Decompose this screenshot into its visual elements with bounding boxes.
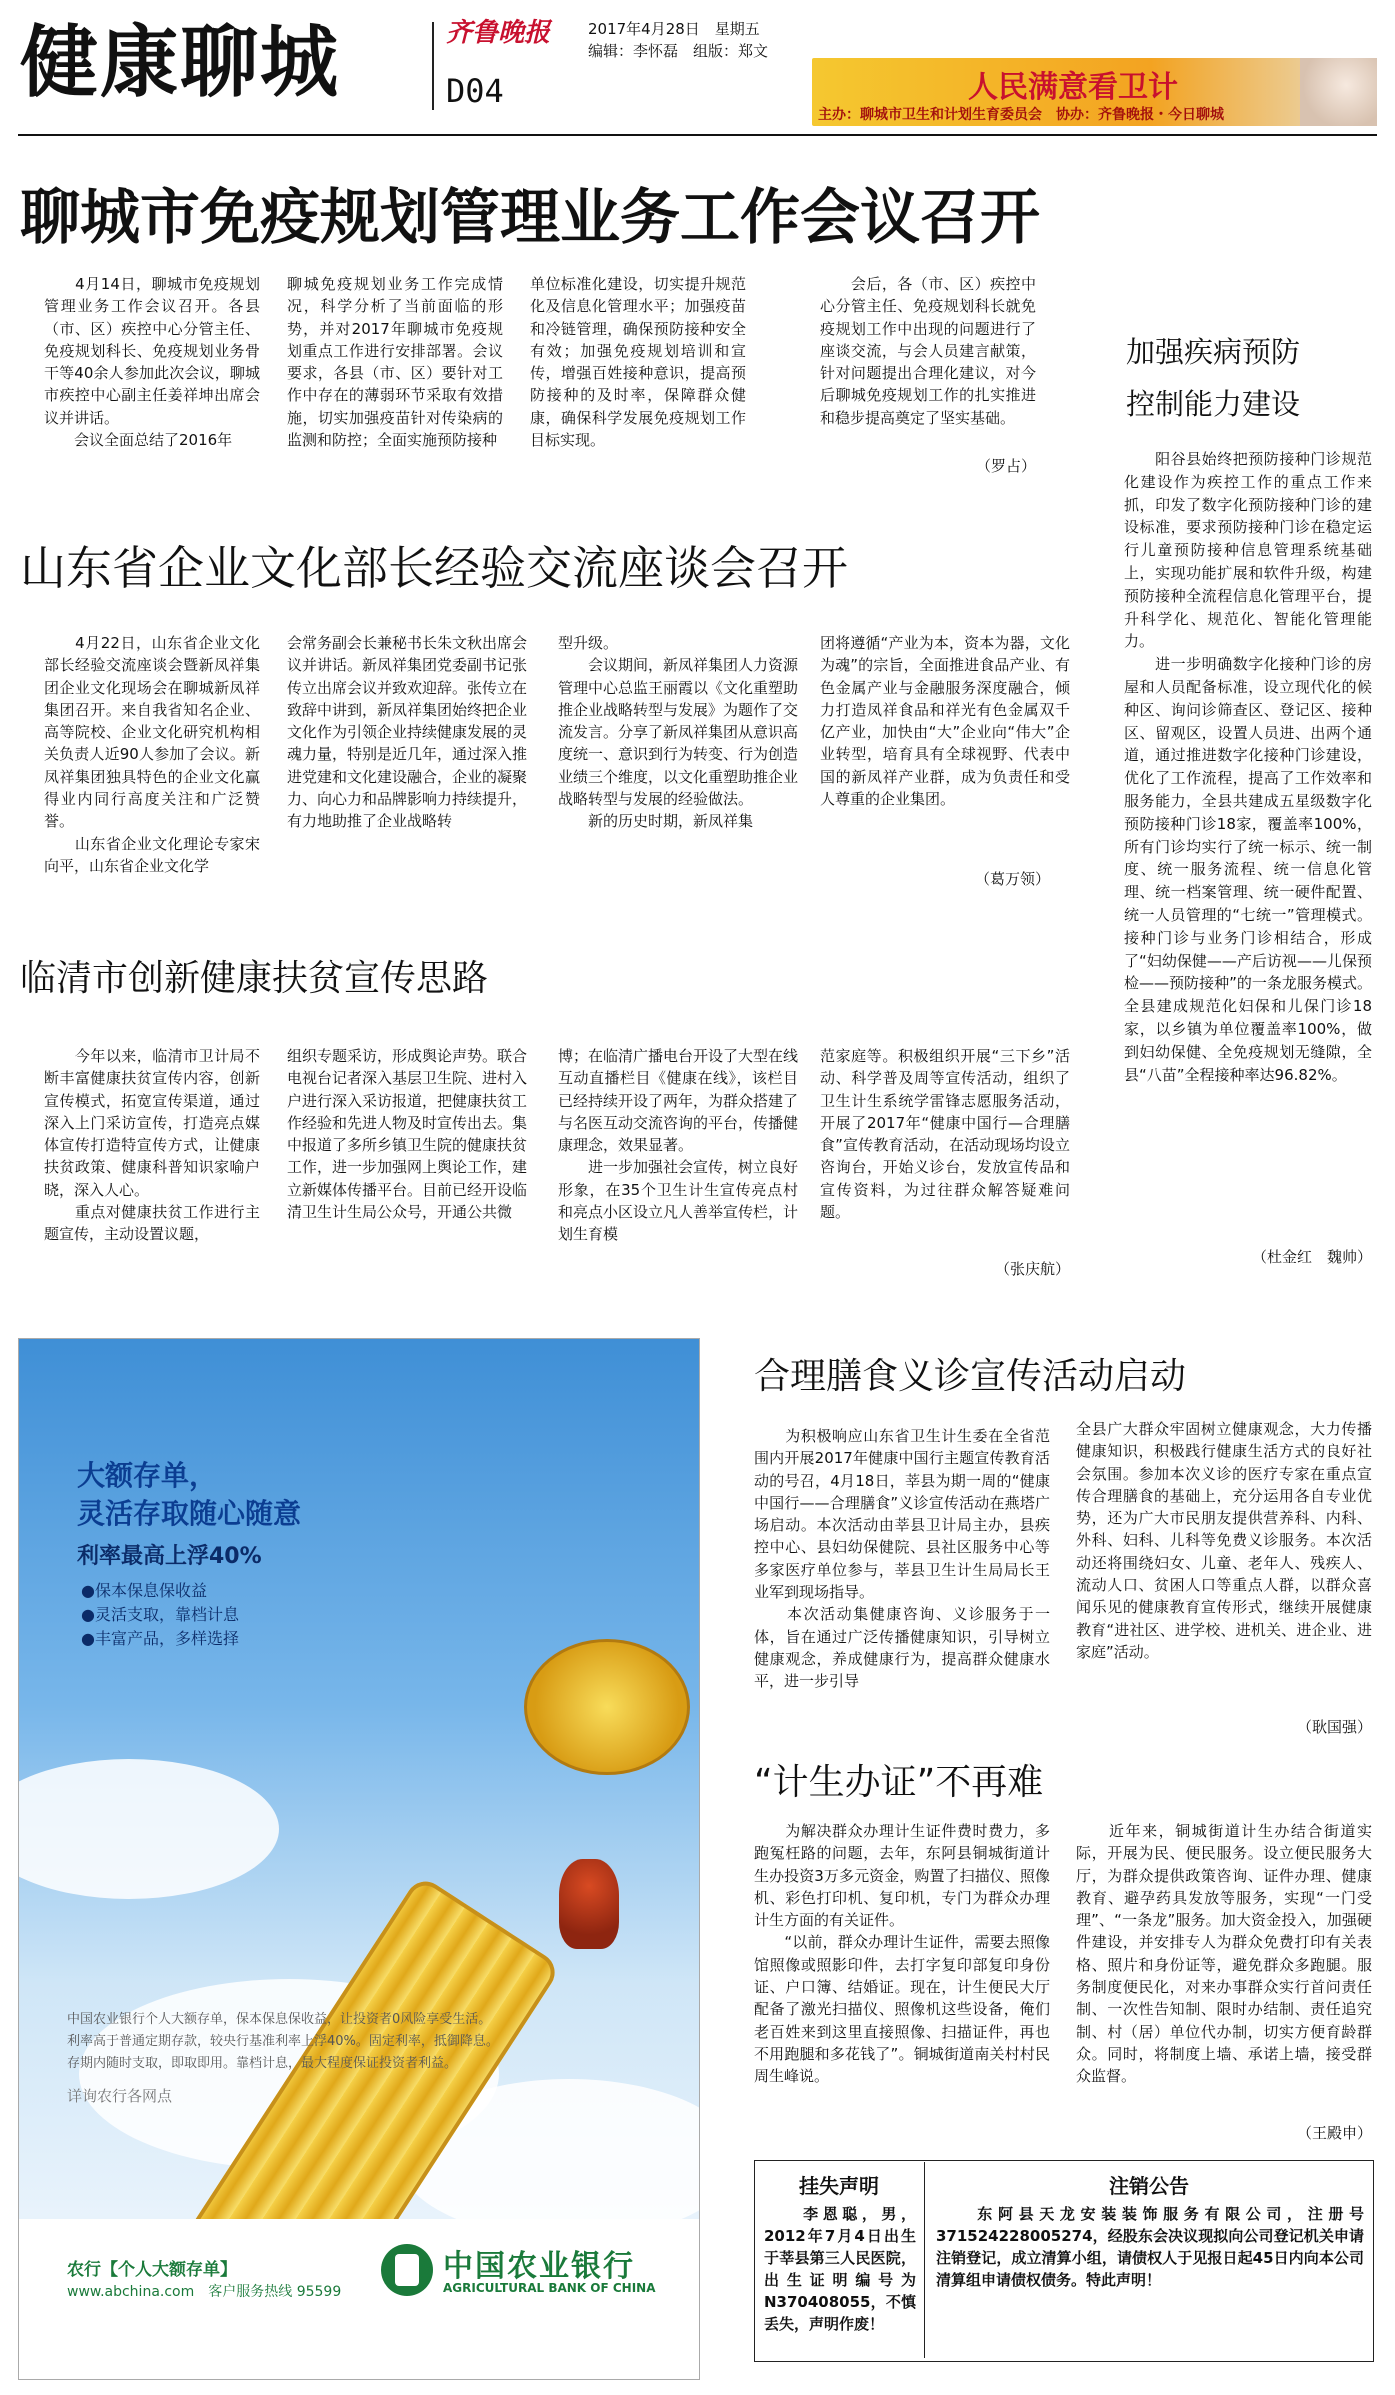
sidebar-headline-2: 控制能力建设 [1126,387,1301,421]
article5-col1: 为解决群众办理计生证件费时费力，多跑冤枉路的问题，去年，东阿县铜城街道计生办投资3万多元资金，购置了扫描仪、照像机、彩色打印机、复印机，专门为群众办理计生方面的有关证件。 “以前，群众办理计生证件，需要去照像馆照像或照影印件，去打字复印部复印身份证、户口簿、结婚证。现在，计生便民大厅配备了激光扫描仪、照像机这些设备，俺们老百姓来到这里直接照像、扫描证件，再也不用跑腿和多花钱了”。铜城街道南关村村民周生峰说。 [754,1822,1050,2086]
ad-title-line1: 大额存单， [77,1459,218,1492]
article1-col1: 4月14日，聊城市免疫规划管理业务工作会议召开。各县（市、区）疾控中心分管主任、免疫规划科长、免疫规划业务骨干等40余人参加此次会议，聊城市疾控中心副主任姜祥坤出席会议并讲话。 会议全面总结了2016年 [44,275,260,450]
monkey-king-image [559,1859,619,1949]
article5-byline: （王殿申） [1296,2124,1372,2142]
article2-col4: 团将遵循“产业为本，资本为器，文化为魂”的宗旨，全面推进食品产业、有色金属产业与金融服务深度融合，倾力打造凤祥食品和祥光有色金属双千亿产业，加快由“大”企业向“伟大”企业转型，培育具有全球视野、代表中国的新凤祥产业群，成为负责任和受人尊重的企业集团。 [820,634,1070,809]
cancel-notice-title: 注销公告 [1109,2174,1189,2198]
sidebar-body: 阳谷县始终把预防接种门诊规范化建设作为疾控工作的重点工作来抓，印发了数字化预防接种门诊的建设标准，要求预防接种门诊在稳定运行儿童预防接种信息管理系统基础上，实现功能扩展和软件升级，构建预防接种全流程信息化管理平台，提升科学化、规范化、智能化管理能力。 进一步明确数字化接种门诊的房屋和人员配备标准，设立现代化的候种区、询问诊筛查区、登记区、接种区、留观区，设置人员进、出两个通道，通过推进数字化接种门诊建设，优化了工作流程，提高了工作效率和服务能力，全县共建成五星级数字化预防接种门诊18家，覆盖率100%，所有门诊均实行了统一标示、统一制度、统一服务流程、统一信息化管理、统一档案管理、统一硬件配置、统一人员管理的“七统一”管理模式。接种门诊与业务门诊相结合，形成了“妇幼保健——产后访视——儿保预检——预防接种”的一条龙服务模式。全县建成规范化妇保和儿保门诊18家，以乡镇为单位覆盖率100%，做到妇幼保健、全免疫规划无缝隙，全县“八苗”全程接种率达96.82%。 [1124,450,1372,1084]
article4-byline: （耿国强） [1296,1718,1372,1736]
page-number: D04 [446,72,504,110]
article2-headline: 山东省企业文化部长经验交流座谈会召开 [20,541,848,595]
gold-coin-image [524,1639,690,1775]
ad-bullet: ●丰富产品，多样选择 [81,1629,239,1648]
ad-inquiry-text: 详询农行各网点 [67,2087,173,2105]
article1-col4: 会后，各（市、区）疾控中心分管主任、免疫规划科长就免疫规划工作中出现的问题进行了座谈交流，与会人员建言献策，针对问题提出合理化建议，对今后聊城免疫规划工作的扎实推进和稳步提高奠定了坚实基础。 [820,275,1036,427]
article2-col2: 会常务副会长兼秘书长朱文秋出席会议并讲话。新凤祥集团党委副书记张传立出席会议并致欢迎辞。张传立在致辞中讲到，新凤祥集团始终把企业文化作为引领企业持续健康发展的灵魂力量，特别是近几年，通过深入推进党建和文化建设融合，企业的凝聚力、向心力和品牌影响力持续提升，有力地助推了企业战略转 [287,634,528,831]
article5-col2: 近年来，铜城街道计生办结合街道实际，开展为民、便民服务。设立便民服务大厅，为群众提供政策咨询、证件办理、健康教育、避孕药具发放等服务，实现“一门受理”、“一条龙”服务。加大资金投入，加强硬件建设，并安排专人为群众免费打印有关表格、照片和身份证等，避免群众多跑腿。服务制度便民化，对来办事群众实行首问责任制、一次性告知制、限时办结制、责任追究制、村（居）单位代办制，切实方便育龄群众。同时，将制度上墙、承诺上墙，接受群众监督。 [1076,1822,1372,2086]
bank-name-en: AGRICULTURAL BANK OF CHINA [443,2281,656,2295]
banner-title: 人民满意看卫计 [968,70,1178,105]
bank-name-cn: 中国农业银行 [443,2249,635,2284]
article3-col3: 博；在临清广播电台开设了大型在线互动直播栏目《健康在线》，该栏目已经持续开设了两年，为群众搭建了与名医互动交流咨询的平台，传播健康理念，效果显著。 进一步加强社会宣传，树立良好形象，在35个卫生计生宣传亮点村和亮点小区设立凡人善举宣传栏，计划生育模 [558,1047,799,1244]
ad-title [77,1457,301,1533]
article1-byline: （罗占） [975,457,1036,475]
section-title: 健康聊城 [20,18,341,108]
bank-advertisement[interactable] [18,1338,700,2380]
ad-website[interactable]: www.abchina.com 客户服务热线 95599 [67,2284,342,2300]
editor-line: 编辑：李怀磊 组版：郑文 [588,42,769,60]
article4-headline: 合理膳食义诊宣传活动启动 [754,1356,1187,1397]
date-line: 2017年4月28日 星期五 [588,20,760,38]
article3-col2: 组织专题采访，形成舆论声势。联合电视台记者深入基层卫生院、进村入户进行深入采访报道，把健康扶贫工作经验和先进人物及时宣传出去。集中报道了多所乡镇卫生院的健康扶贫工作，进一步加强网上舆论工作，建立新媒体传播平台。目前已经开设临清卫生计生局公众号，开通公共微 [287,1047,528,1222]
article2-col1: 4月22日，山东省企业文化部长经验交流座谈会暨新凤祥集团企业文化现场会在聊城新凤祥集团召开。来自我省知名企业、高等院校、企业文化研究机构相关负责人近90人参加了会议。新凤祥集团独具特色的企业文化赢得业内同行高度关注和广泛赞誉。 山东省企业文化理论专家宋向平，山东省企业文化学 [44,634,260,875]
cancel-notice-body: 东阿县天龙安装装饰服务有限公司，注册号371524228005274，经股东会决议现拟向公司登记机关申请注销登记，成立清算小组，请债权人于见报日起45日内向本公司清算组申请债权债务。特此声明！ [936,2205,1364,2289]
article4-col1: 为积极响应山东省卫生计生委在全省范围内开展2017年健康中国行主题宣传教育活动的号召，4月18日，莘县为期一周的“健康中国行——合理膳食”义诊宣传活动在燕塔广场启动。本次活动由莘县卫计局主办，县疾控中心、县妇幼保健院、县社区服务中心等多家医疗单位参与，莘县卫生计生局局长王业军到现场指导。 本次活动集健康咨询、义诊服务于一体，旨在通过广泛传播健康知识，引导树立健康观念，养成健康行为，提高群众健康水平，进一步引导 [754,1427,1050,1691]
article1-headline: 聊城市免疫规划管理业务工作会议召开 [20,183,1040,253]
ad-fine-print [67,2009,647,2075]
lost-notice-body: 李恩聪，男，2012年7月4日出生于莘县第三人民医院，出生证明编号为N370408055，不慎丢失，声明作废！ [764,2205,916,2333]
article1-col2: 聊城免疫规划业务工作完成情况，科学分析了当前面临的形势，并对2017年聊城市免疫规划重点工作进行安排部署。会议要求，各县（市、区）要针对工作中存在的薄弱环节采取有效措施，切实加强疫苗针对传染病的监测和防控；全面实施预防接种 [287,275,503,450]
bank-logo-mark [395,2254,419,2286]
ad-cloud [18,1759,279,1899]
ad-bullets [81,1579,239,1651]
masthead-rule [18,134,1377,136]
article3-byline: （张庆航） [994,1260,1070,1278]
ad-fine-line: 利率高于普通定期存款，较央行基准利率上浮40%。固定利率，抵御降息。 [67,2034,499,2049]
ad-title-line2: 灵活存取随心随意 [77,1497,302,1530]
article2-col3: 型升级。 会议期间，新凤祥集团人力资源管理中心总监王丽霞以《文化重塑助推企业战略转型与发展》为题作了交流发言。分享了新凤祥集团从意识高度统一、意识到行为转变、行为创造业绩三个维度，以文化重塑助推企业战略转型与发展的经验做法。 新的历史时期，新凤祥集 [558,634,799,831]
ad-fine-line: 存期内随时支取，即取即用。靠档计息，最大程度保证投资者利益。 [67,2056,458,2071]
article2-byline: （葛万领） [974,870,1050,888]
ad-fine-line: 中国农业银行个人大额存单，保本保息保收益，让投资者0风险享受生活。 [67,2012,492,2027]
ad-bullet: ●保本保息保收益 [81,1581,207,1600]
ad-bullet: ●灵活支取，靠档计息 [81,1605,239,1624]
masthead-divider [432,22,434,110]
sidebar-headline-1: 加强疾病预防 [1126,335,1301,369]
ad-rate: 利率最高上浮40% [77,1544,262,1569]
sidebar-byline: （杜金红 魏帅） [1251,1248,1372,1266]
banner-subtitle: 主办：聊城市卫生和计划生育委员会 协办：齐鲁晚报・今日聊城 [818,107,1224,123]
article4-col2: 全县广大群众牢固树立健康观念，大力传播健康知识，积极践行健康生活方式的良好社会氛围。参加本次义诊的医疗专家在重点宣传合理膳食的基础上，充分运用各自专业优势，还为广大市民朋友提供营养科、内科、外科、妇科、儿科等免费义诊服务。本次活动还将围绕妇女、儿童、老年人、残疾人、流动人口、贫困人口等重点人群，以群众喜闻乐见的健康教育宣传形式，继续开展健康教育“进社区、进学校、进机关、进企业、进家庭”活动。 [1076,1420,1372,1661]
article1-col3: 单位标准化建设，切实提升规范化及信息化管理水平；加强疫苗和冷链管理，确保预防接种安全有效；加强免疫规划培训和宣传，增强百姓接种意识，提高预防接种的及时率，保障群众健康，确保科学发展免疫规划工作目标实现。 [530,275,746,450]
paper-name: 齐鲁晚报 [446,18,551,48]
article5-headline: “计生办证”不再难 [754,1762,1044,1803]
article3-headline: 临清市创新健康扶贫宣传思路 [20,958,489,999]
notice-divider [924,2162,925,2358]
lost-notice-title: 挂失声明 [799,2174,879,2198]
ad-product-tag: 农行【个人大额存单】 [67,2260,237,2280]
banner-photo [1300,58,1377,126]
article3-col4: 范家庭等。积极组织开展“三下乡”活动、科学普及周等宣传活动，组织了卫生计生系统学雷锋志愿服务活动，开展了2017年“健康中国行—合理膳食”宣传教育活动，在活动现场均设立咨询台，开始义诊台，发放宣传品和宣传资料，为过往群众解答疑难问题。 [820,1047,1070,1222]
article3-col1: 今年以来，临清市卫计局不断丰富健康扶贫宣传内容，创新宣传模式，拓宽宣传渠道，通过深入上门采访宣传，打造亮点媒体宣传打造特宣传方式，让健康扶贫政策、健康科普知识家喻户晓，深入人心。 重点对健康扶贫工作进行主题宣传，主动设置议题， [44,1047,260,1244]
bank-logo-icon [381,2244,433,2296]
